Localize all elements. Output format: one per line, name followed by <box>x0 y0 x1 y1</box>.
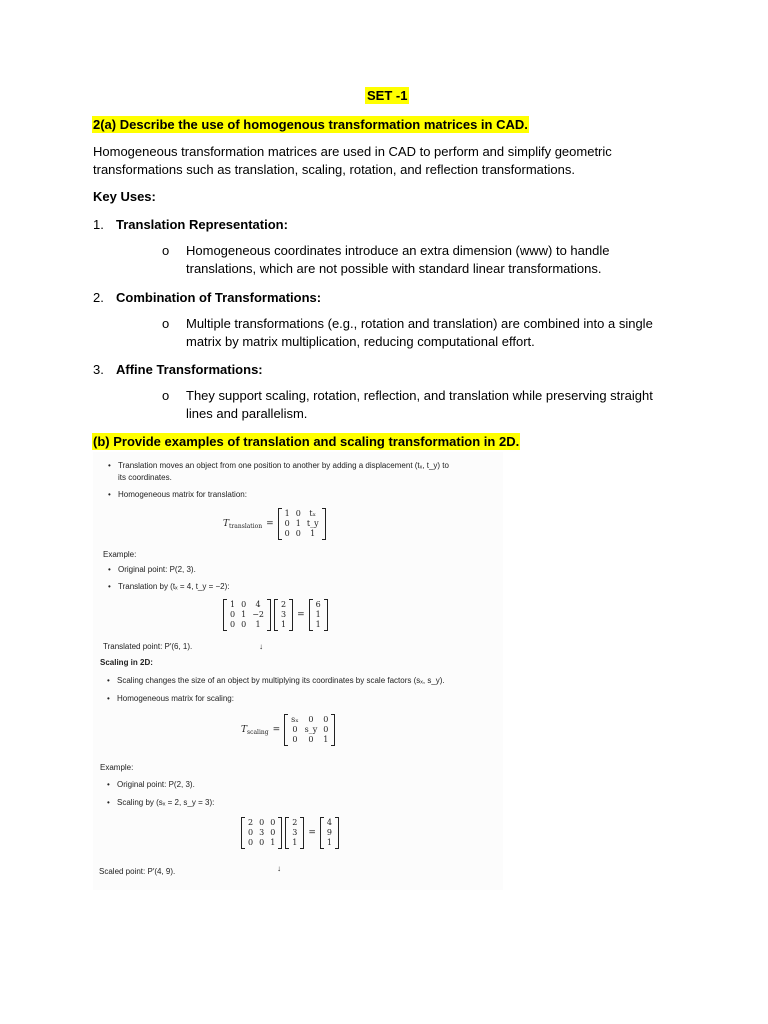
matrix-cell: 0 <box>292 735 298 744</box>
matrix-cell: 0 <box>284 519 290 528</box>
matrix-cell: 2 <box>292 818 298 827</box>
intro-paragraph: Homogeneous transformation matrices are used in CAD to perform and simplify geometric transformations such as translation, scaling, rotation, and reflection transformations. <box>93 144 612 177</box>
use-item-2-label: Combination of Transformations: <box>116 290 322 305</box>
ex2-matrix <box>245 818 278 848</box>
scaling-heading: Scaling in 2D: <box>100 658 153 667</box>
use-item-1-text: Homogeneous coordinates introduce an extra dimension (www) to handle translations, which are not possible with standard linear transformations. <box>186 243 610 276</box>
example-1-label: Example: <box>103 550 137 559</box>
matrix-cell: 0 <box>248 828 254 837</box>
key-uses-heading: Key Uses: <box>93 189 156 204</box>
ex1-matrix <box>227 600 267 630</box>
equals-sign: = <box>308 828 316 838</box>
use-item-3-bullet <box>162 387 662 423</box>
matrix-cell: 1 <box>284 509 290 518</box>
embedded-screenshot <box>93 452 503 890</box>
t-matrix-table <box>282 509 322 539</box>
original-point-2: • Original point: P(2, 3). <box>117 779 195 790</box>
matrix-cell: 2 <box>248 818 254 827</box>
matrix-cell: 4 <box>326 818 333 827</box>
matrix-cell: 0 <box>259 838 265 847</box>
matrix-cell: 1 <box>280 620 287 629</box>
use-item-1-number: 1. <box>93 217 104 232</box>
s-matrix-table <box>288 715 331 745</box>
matrix-cell: 0 <box>259 818 265 827</box>
matrix-cell: sₓ <box>291 715 299 724</box>
matrix-cell: 1 <box>270 838 276 847</box>
matrix-cell: 0 <box>230 620 236 629</box>
matrix-cell: 1 <box>255 620 261 629</box>
scaling-example-equation <box>241 817 339 849</box>
matrix-cell: 0 <box>323 715 329 724</box>
matrix-cell: 6 <box>315 600 321 609</box>
matrix-cell: 1 <box>315 620 321 629</box>
translation-matrix-label: • Homogeneous matrix for translation: <box>118 489 247 500</box>
matrix-cell: 1 <box>241 610 247 619</box>
matrix-cell: 1 <box>315 610 321 619</box>
use-item-3-title <box>93 361 263 378</box>
translation-by: • Translation by (tₓ = 4, t_y = −2): <box>118 581 230 592</box>
matrix-cell: 0 <box>230 610 236 619</box>
equals-sign: = <box>297 610 305 620</box>
matrix-cell: 1 <box>230 600 236 609</box>
scaled-point: Scaled point: P′(4, 9). <box>99 867 176 876</box>
example-2-label: Example: <box>100 763 134 772</box>
original-point-1: • Original point: P(2, 3). <box>118 564 196 575</box>
matrix-cell: −2 <box>252 610 264 619</box>
matrix-cell: 0 <box>241 620 247 629</box>
use-item-3-text: They support scaling, rotation, reflection, and translation while preserving straight lines and parallelism. <box>186 388 653 421</box>
matrix-cell: 3 <box>292 828 298 837</box>
matrix-cell: 4 <box>255 600 261 609</box>
use-item-3-number: 3. <box>93 362 104 377</box>
ex1-vector <box>278 600 289 630</box>
scaling-matrix: T scaling = sₓ 0 0 0 s_y 0 0 0 1 <box>241 714 335 746</box>
matrix-cell: 1 <box>295 519 301 528</box>
t-symbol: T <box>223 519 230 529</box>
bullet-marker: o <box>162 316 170 331</box>
matrix-cell: 3 <box>280 610 287 619</box>
matrix-cell: 0 <box>284 529 290 538</box>
scaling-desc: • Scaling changes the size of an object by multiplying its coordinates by scale factors (sₓ, s_y). <box>117 675 497 686</box>
matrix-cell: 0 <box>248 838 254 847</box>
bullet-marker: o <box>162 243 170 258</box>
matrix-cell: 1 <box>326 838 333 847</box>
set-title: SET -1 <box>367 88 408 103</box>
scaling-matrix-label: • Homogeneous matrix for scaling: <box>117 693 234 704</box>
use-item-2-title <box>93 289 321 306</box>
matrix-cell: 3 <box>259 828 265 837</box>
use-item-2-text: Multiple transformations (e.g., rotation and translation) are combined into a single matrix by matrix multiplication, reducing computational effort. <box>186 316 653 349</box>
matrix-cell: 1 <box>310 529 316 538</box>
matrix-cell: 1 <box>292 838 298 847</box>
use-item-1-label: Translation Representation: <box>116 217 288 232</box>
translated-point: Translated point: P′(6, 1). <box>103 642 193 651</box>
matrix-cell: 0 <box>270 828 276 837</box>
use-item-2-number: 2. <box>93 290 104 305</box>
matrix-cell: 0 <box>292 725 298 734</box>
matrix-cell: 0 <box>295 509 301 518</box>
matrix-cell: 1 <box>323 735 329 744</box>
use-item-2-bullet <box>162 315 662 351</box>
use-item-1-title <box>93 216 288 233</box>
matrix-cell: tₓ <box>309 509 317 518</box>
down-arrow-icon[interactable]: ↓ <box>277 864 281 873</box>
translation-example-equation <box>223 599 328 631</box>
matrix-cell: 0 <box>295 529 301 538</box>
down-arrow-icon[interactable]: ↓ <box>259 642 263 651</box>
translation-desc-2: its coordinates. <box>118 473 172 482</box>
translation-desc-1: • Translation moves an object from one position to another by adding a displacement (tₓ, t_y) to <box>118 460 488 471</box>
matrix-cell: 0 <box>308 735 314 744</box>
bullet-marker: o <box>162 388 170 403</box>
ex1-result <box>313 600 324 630</box>
matrix-cell: 2 <box>280 600 287 609</box>
use-item-3-label: Affine Transformations: <box>116 362 263 377</box>
matrix-cell: 0 <box>241 600 247 609</box>
s-symbol: T <box>241 725 248 735</box>
question-b-heading: (b) Provide examples of translation and scaling transformation in 2D. <box>93 434 520 449</box>
use-item-1-bullet <box>162 242 662 278</box>
matrix-cell: s_y <box>304 725 318 734</box>
matrix-cell: t_y <box>306 519 319 528</box>
ex2-result <box>324 818 335 848</box>
matrix-cell: 0 <box>323 725 329 734</box>
t-subscript: translation <box>229 522 263 530</box>
scaling-by: • Scaling by (sₓ = 2, s_y = 3): <box>117 797 214 808</box>
s-subscript: scaling <box>247 728 269 736</box>
ex2-vector <box>289 818 300 848</box>
matrix-cell: 9 <box>326 828 333 837</box>
translation-matrix: T translation = 1 0 tₓ 0 1 t_y 0 0 1 <box>223 508 326 540</box>
matrix-cell: 0 <box>270 818 276 827</box>
matrix-cell: 0 <box>308 715 314 724</box>
question-2a-heading: 2(a) Describe the use of homogenous transformation matrices in CAD. <box>93 117 528 132</box>
